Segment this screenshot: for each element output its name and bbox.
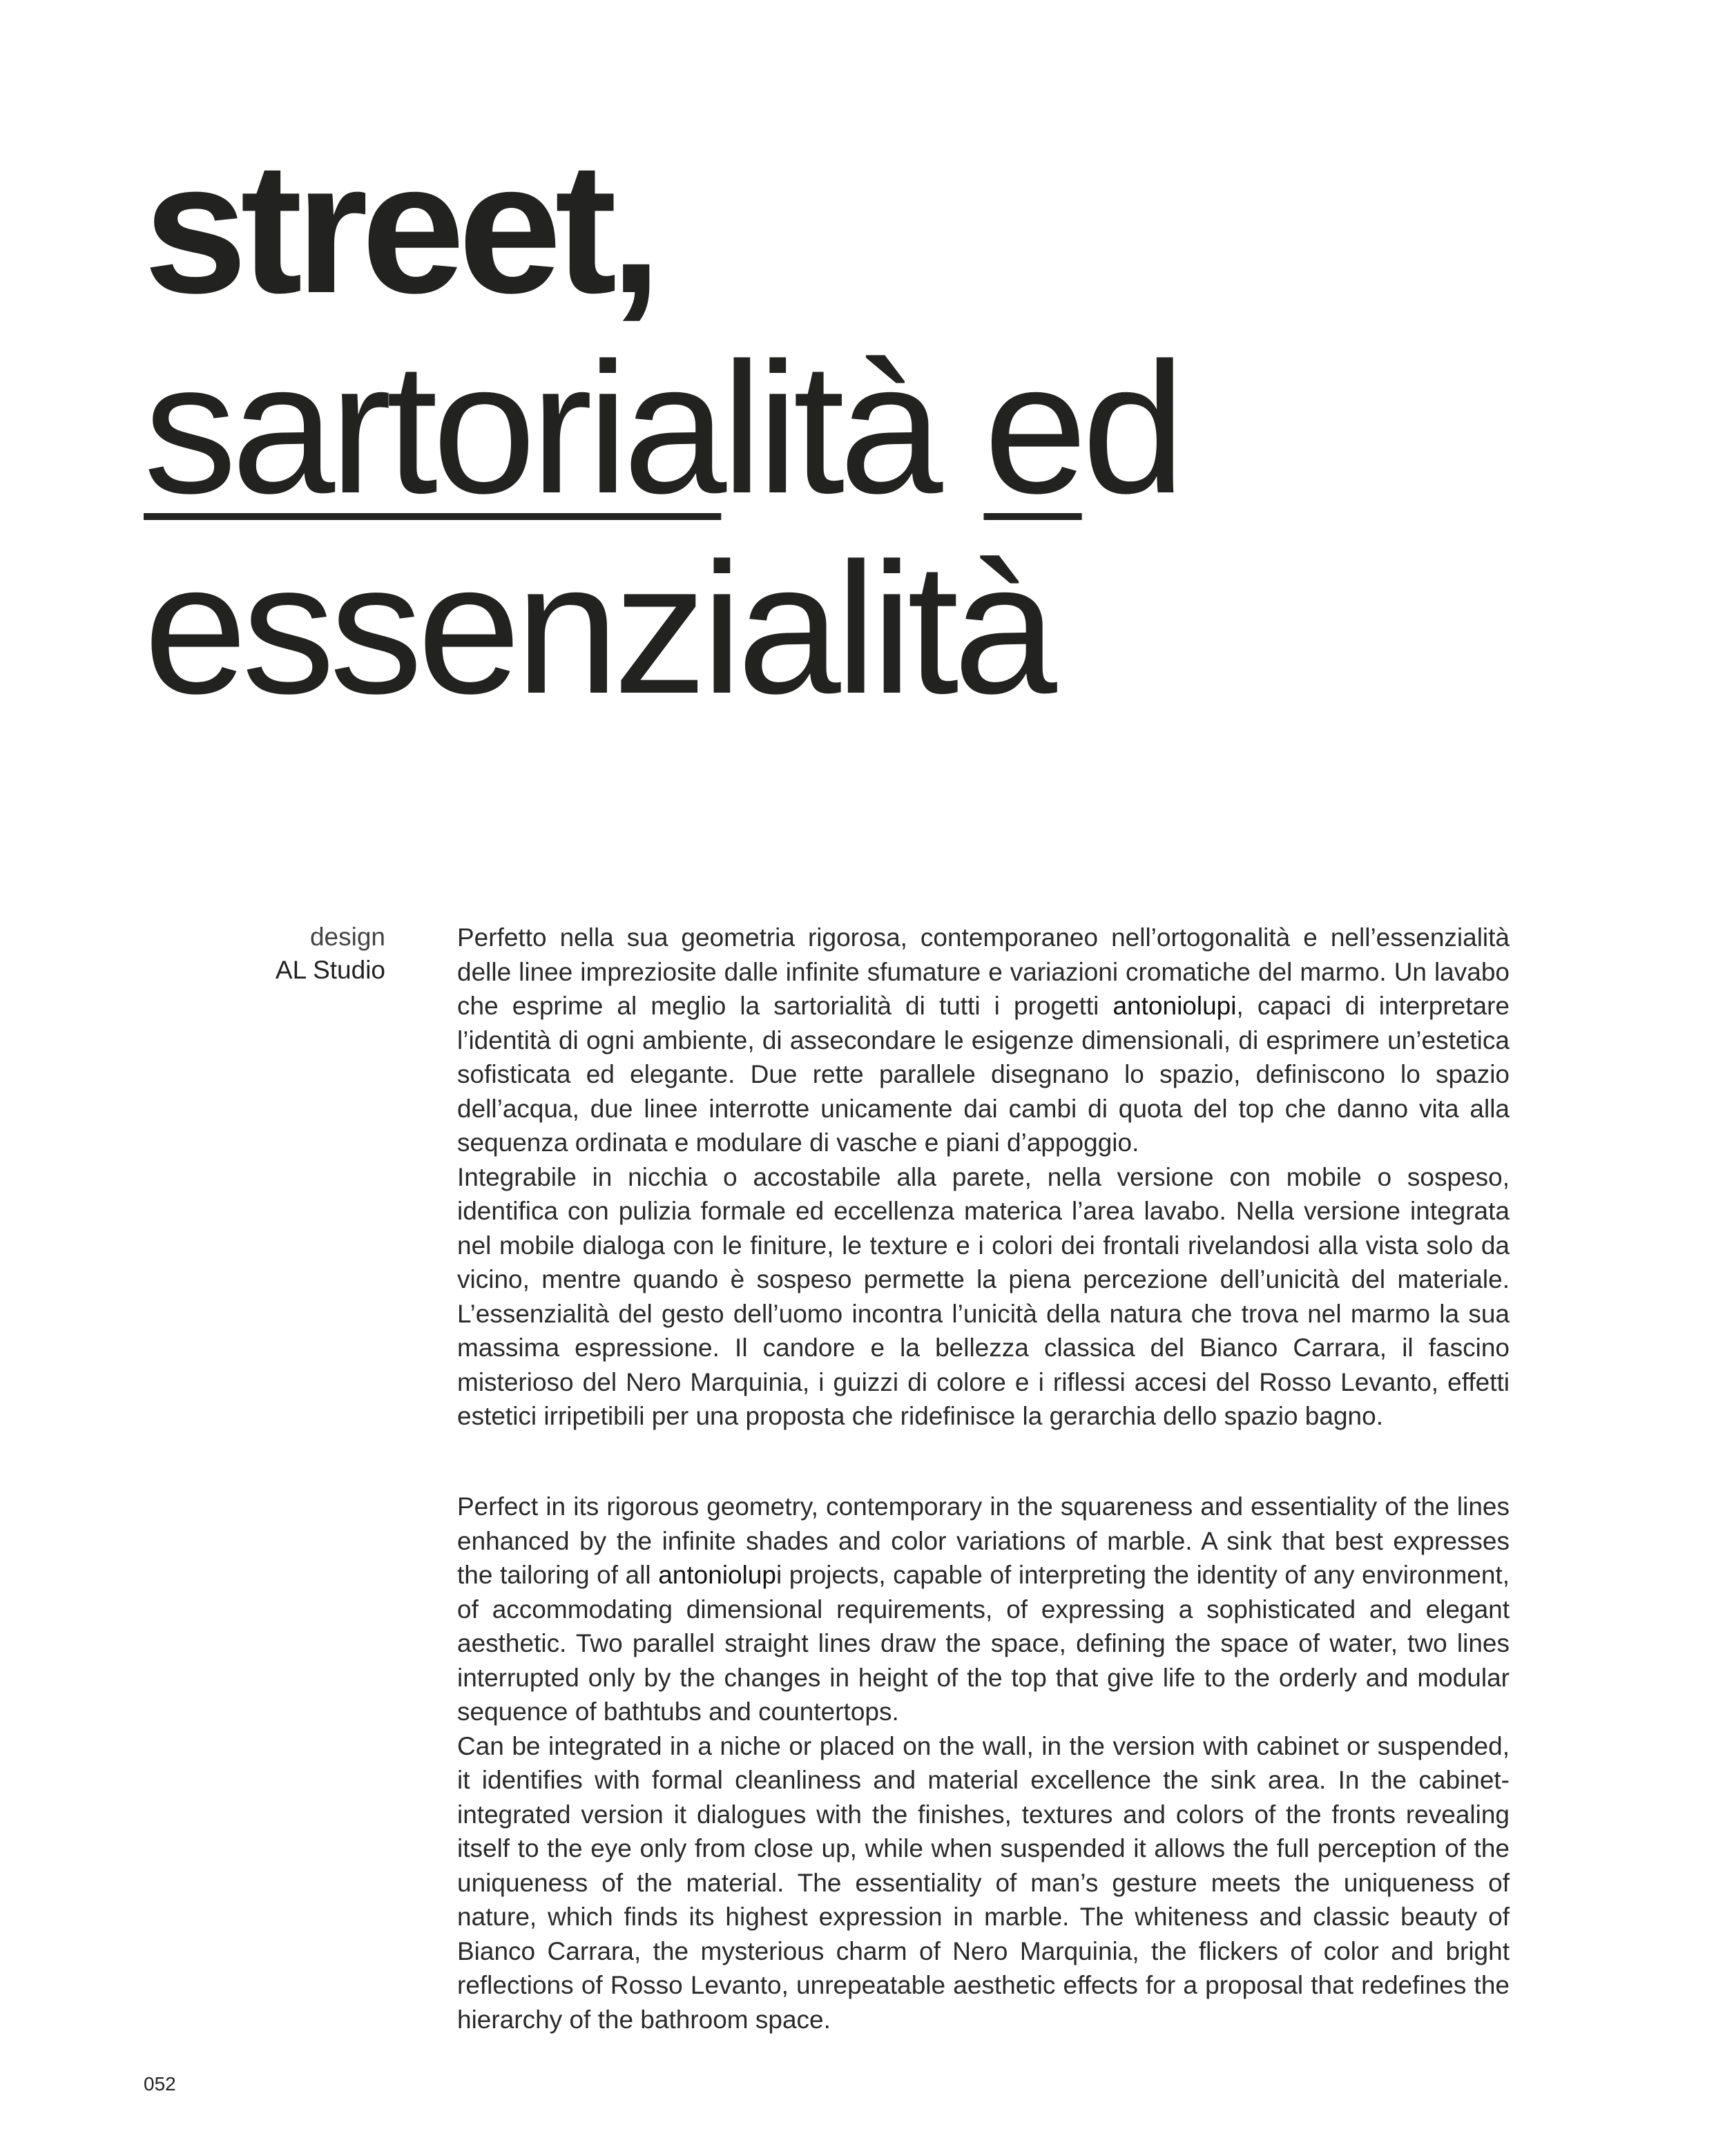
title-text-lita: lità — [721, 325, 984, 532]
brand-name-en: antoniolup — [658, 1561, 776, 1589]
title-underlined-e: e — [983, 325, 1082, 532]
title-line-sartorialita — [144, 325, 1180, 532]
english-paragraph-1 — [457, 1490, 1510, 1729]
title-line-street: street, — [144, 124, 655, 332]
design-credits — [276, 921, 385, 987]
english-paragraph-2: Can be integrated in a niche or placed on the wall, in the version with cabinet or suspended, it identifies with formal cleanliness and material excellence the sink area. In the cabinet-integrated version it dialogues with the finishes, textures and colors of the fronts revealing itself to the eye only from close up, while when suspended it allows the full perception of the uniqueness of the material. The essentiality of man’s gesture meets the uniqueness of nature, which finds its highest expression in marble. The whiteness and classic beauty of Bianco Carrara, the mysterious charm of Nero Marquinia, the flickers of color and bright reflections of Rosso Levanto, unrepeatable aesthetic effects for a proposal that redefines the hierarchy of the bathroom space. — [457, 1731, 1510, 2034]
english-p1-text: Perfect in its rigorous geometry, contemporary in the squareness and essentiality of the lines enhanced by the infinite shades and color variations of marble. A sink that best expresses the tailoring of all — [457, 1492, 1510, 1589]
brand-name: antoniolupi — [1112, 992, 1237, 1020]
title-underlined-sartoria: sartoria — [144, 325, 722, 532]
designer-name: AL Studio — [275, 956, 385, 984]
title-line-essenzialita: essenzialità — [144, 525, 1052, 733]
page-number: 052 — [144, 2073, 176, 2095]
italian-paragraph-1 — [457, 921, 1510, 1160]
italian-description — [457, 921, 1510, 1434]
italian-paragraph-2: Integrabile in nicchia o accostabile alla parete, nella versione con mobile o sospeso, identifica con pulizia formale ed eccellenza materica l’area lavabo. Nella versione integrata nel mobile dialoga con le finiture, le texture e i colori dei frontali rivelandosi alla vista solo da vicino, mentre quando è sospeso permette la piena percezione dell’unicità del materiale. L’essenzialità del gesto dell’uomo incontra l’unicità della natura che trova nel marmo la sua massima espressione. Il candore e la bellezza classica del Bianco Carrara, il fascino misterioso del Nero Marquinia, i guizzi di colore e i riflessi accesi del Rosso Levanto, effetti estetici irripetibili per una proposta che ridefinisce la gerarchia dello spazio bagno. — [457, 1162, 1510, 1430]
english-p1-text-end: i projects, capable of interpreting the identity of any environment, of accommodating dimensional requirements, of expressing a sophisticated and elegant aesthetic. Two parallel straight lines draw the space, defining the space of water, two lines interrupted only by the changes in height of the top that give life to the orderly and modular sequence of bathtubs and countertops. — [457, 1561, 1510, 1726]
page-title — [144, 124, 1180, 733]
italian-p1-text: Perfetto nella sua geometria rigorosa, contemporaneo nell’ortogonalità e nell’essenzialità delle linee impreziosite dalle infinite sfumature e variazioni cromatiche del marmo. Un lavabo che esprime al meglio la sartorialità di tutti i progetti — [457, 923, 1510, 1020]
design-label: design — [309, 923, 385, 951]
italian-p1-text-end: , capaci di interpretare l’identità di ogni ambiente, di assecondare le esigenze dimensionali, di esprimere un’estetica sofisticata ed elegante. Due rette parallele disegnano lo spazio, definiscono lo spazio dell’acqua, due linee interrotte unicamente dai cambi di quota del top che danno vita alla sequenza ordinata e modulare di vasche e piani d’appoggio. — [457, 992, 1510, 1157]
title-text-d: d — [1081, 325, 1180, 532]
english-description — [457, 1490, 1510, 2037]
